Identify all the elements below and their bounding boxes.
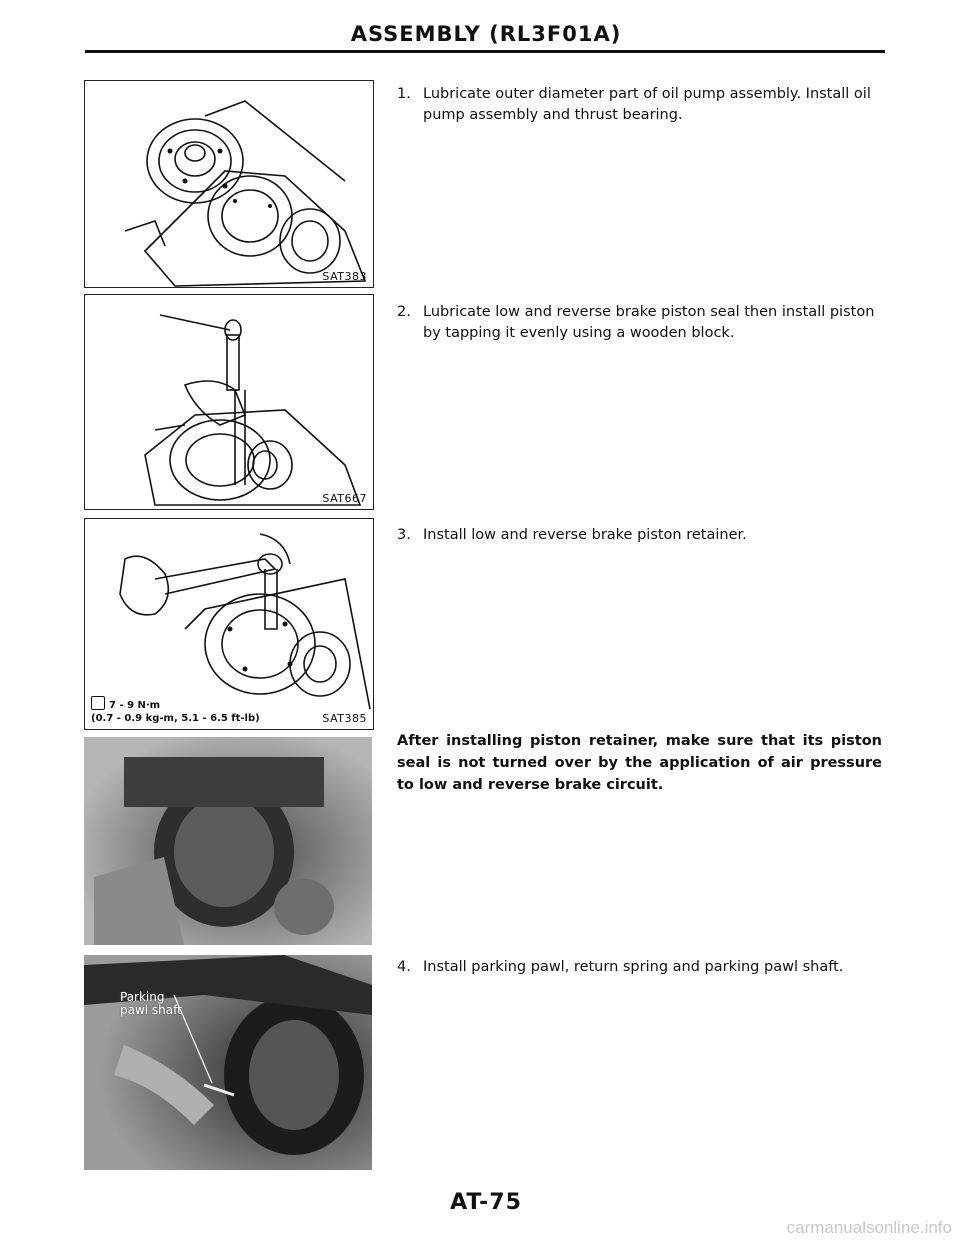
- figure-oil-pump: [84, 80, 374, 288]
- watermark: carmanualsonline.info: [786, 1218, 952, 1237]
- step-4: [397, 957, 887, 978]
- step-text: Lubricate low and reverse brake piston seal then install piston by tapping it evenly using a wooden block.: [423, 304, 875, 341]
- figure-piston-install: [84, 294, 374, 510]
- step-number: 2.: [397, 304, 411, 320]
- step-2: [397, 302, 887, 344]
- step-number: 1.: [397, 86, 411, 102]
- step-number: 3.: [397, 527, 411, 543]
- step-text: Install parking pawl, return spring and parking pawl shaft.: [423, 959, 844, 975]
- step-text: Install low and reverse brake piston retainer.: [423, 527, 747, 543]
- page-number: AT-75: [450, 1190, 522, 1215]
- figure-code: SAT667: [322, 492, 367, 505]
- photo-transmission-case: [84, 737, 372, 945]
- parking-pawl-photo: [84, 955, 372, 1170]
- step-number: 4.: [397, 959, 411, 975]
- page-title: ASSEMBLY (RL3F01A): [350, 22, 622, 46]
- title-divider: [85, 50, 885, 53]
- figure-code: SAT385: [322, 712, 367, 725]
- torque-spec: 7 - 9 N·m (0.7 - 0.9 kg-m, 5.1 - 6.5 ft-lb): [91, 696, 260, 725]
- step-1: [397, 84, 887, 126]
- oil-pump-illustration: [85, 81, 374, 288]
- parking-pawl-callout: Parking pawl shaft: [120, 990, 182, 1017]
- piston-install-illustration: [85, 295, 374, 510]
- figure-retainer-install: [84, 518, 374, 730]
- step-text: Lubricate outer diameter part of oil pump assembly. Install oil pump assembly and thrust bearing.: [423, 86, 871, 123]
- figure-code: SAT383: [322, 270, 367, 283]
- transmission-case-photo: [84, 737, 372, 945]
- step-3: [397, 525, 887, 546]
- torque-wrench-icon: [91, 696, 105, 710]
- caution-note: After installing piston retainer, make sure that its piston seal is not turned over by the application of air pressure to low and reverse brake circuit.: [397, 733, 882, 793]
- photo-parking-pawl: [84, 955, 372, 1170]
